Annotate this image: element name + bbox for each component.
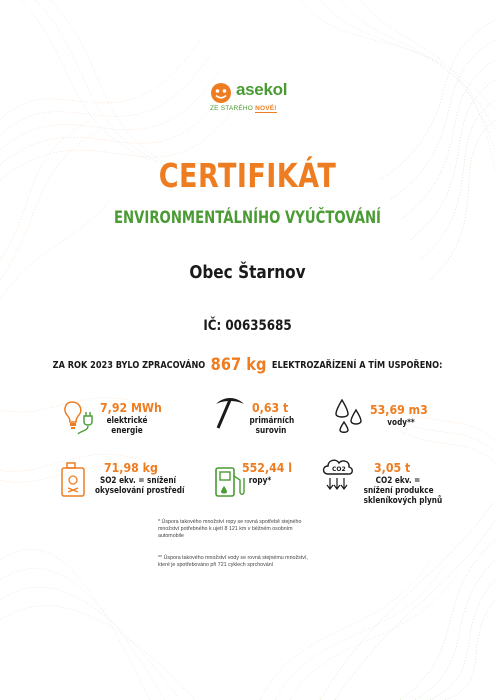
summary-line — [35, 355, 461, 375]
footnote-water: ** Úspora takového množství vody se rovná stejnému množství, které je spotřebováno při 721 cyklech sprchování — [158, 555, 308, 568]
footnote-oil: * Úspora takového množství ropy se rovná spotřebě stejného množství potřebného k ujetí 8 121 km v běžném osobním automobile — [158, 519, 302, 539]
stat-co2-label-line1: CO2 ekv. = — [375, 476, 421, 486]
svg-text:CO2: CO2 — [332, 466, 346, 473]
pickaxe-icon — [212, 394, 246, 432]
stat-oil-label: ropy* — [248, 476, 272, 486]
toxic-canister-icon — [58, 460, 92, 498]
stat-oil-value: 552,44 l — [242, 460, 293, 475]
stat-co2-label-line3: skleníkových plynů — [363, 496, 443, 506]
stat-oil — [212, 456, 312, 506]
co2-cloud-icon — [318, 454, 356, 492]
stat-raw-materials-label-line2: surovin — [255, 426, 287, 436]
recipient-name: Obec Štarnov — [189, 262, 306, 283]
stat-raw-materials — [212, 392, 312, 446]
fuel-pump-icon — [212, 462, 246, 500]
stat-so2-label-line1: SO2 ekv. = snížení — [99, 476, 177, 486]
asekol-logo-mark-icon — [210, 82, 232, 104]
stat-energy-value: 7,92 MWh — [100, 400, 162, 415]
company-id: IČ: 00635685 — [203, 318, 292, 334]
stat-raw-materials-label-line1: primárních — [249, 416, 295, 426]
lightbulb-plug-icon — [62, 398, 96, 436]
asekol-logo — [210, 80, 300, 120]
stat-energy-label-line2: energie — [111, 426, 143, 436]
tagline-prefix: ZE STARÉHO — [210, 105, 254, 112]
stat-energy-label-line1: elektrické — [106, 416, 148, 426]
summary-prefix: ZA ROK 2023 BYLO ZPRACOVÁNO — [52, 360, 206, 371]
water-drops-icon — [332, 396, 366, 434]
stat-water-label: vody** — [387, 418, 415, 428]
stat-co2 — [318, 452, 448, 512]
stat-so2 — [58, 456, 208, 506]
stat-water — [332, 396, 442, 446]
tagline-highlight: NOVÉ! — [255, 105, 277, 112]
brand-tagline — [210, 105, 277, 112]
certificate-subtitle: ENVIRONMENTÁLNÍHO VYÚČTOVÁNÍ — [113, 208, 382, 228]
brand-name: asekol — [236, 80, 288, 99]
stat-so2-value: 71,98 kg — [104, 460, 158, 475]
stat-raw-materials-value: 0,63 t — [252, 400, 289, 415]
summary-amount: 867 kg — [210, 355, 267, 375]
stat-co2-label-line2: snížení produkce — [363, 486, 434, 496]
stat-water-value: 53,69 m3 — [370, 402, 428, 417]
stat-energy — [62, 396, 192, 446]
summary-suffix: ELEKTROZAŘÍZENÍ A TÍM USPOŘENO: — [271, 360, 443, 371]
stat-so2-label-line2: okyselování prostředí — [95, 486, 185, 496]
certificate-title: CERTIFIKÁT — [158, 156, 337, 195]
stat-co2-value: 3,05 t — [374, 460, 411, 475]
